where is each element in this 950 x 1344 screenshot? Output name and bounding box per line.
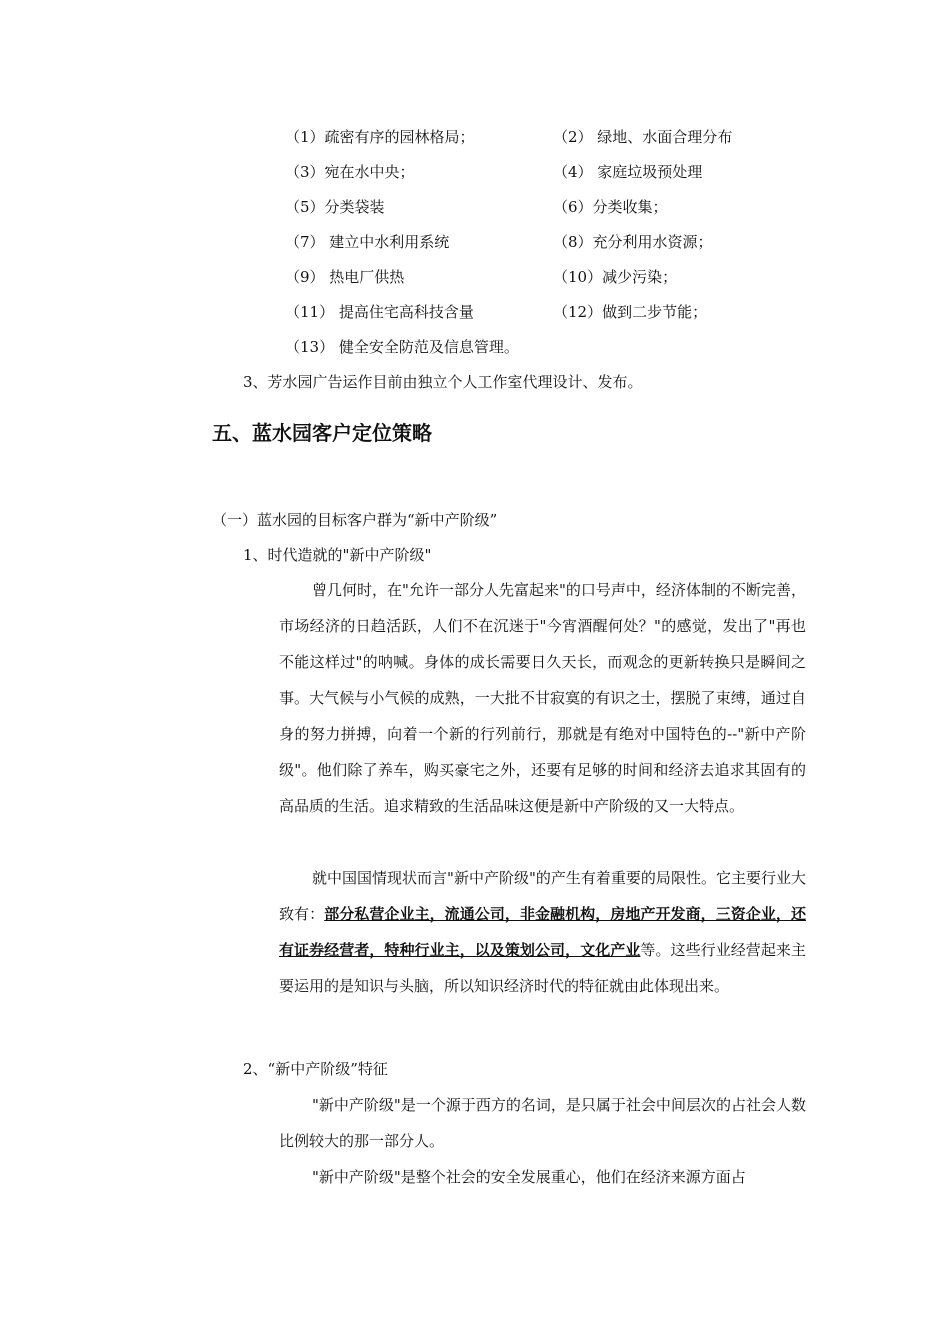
list-item-11: （11） 提高住宅高科技含量 [285, 303, 474, 321]
list-item-5: （5）分类袋装 [285, 198, 385, 216]
list-item-1: （1）疏密有序的园林格局； [285, 128, 475, 146]
list-item-13: （13） 健全安全防范及信息管理。 [285, 338, 519, 356]
list-item-4: （4） 家庭垃圾预处理 [553, 163, 703, 181]
point-1-title: 1、时代造就的"新中产阶级" [243, 546, 432, 564]
list-item-2: （2） 绿地、水面合理分布 [553, 128, 733, 146]
item-3-text: 3、芳水园广告运作目前由独立个人工作室代理设计、发布。 [243, 373, 643, 391]
industry-list-emphasis: 部分私营企业主，流通公司，非金融机构，房地产开发商，三资企业，还有证券经营者，特种行业主，以及策划公司，文化产业 [279, 905, 806, 959]
paragraph-1: 曾几何时，在"允许一部分人先富起来"的口号声中，经济体制的不断完善，市场经济的日趋活跃，人们不在沉迷于"今宵酒醒何处？"的感觉，发出了"再也不能这样过"的呐喊。身体的成长需要日久天长，而观念的更新转换只是瞬间之事。大气候与小气候的成熟，一大批不甘寂寞的有识之士，摆脱了束缚，通过自身的努力拼搏，向着一个新的行列前行，那就是有绝对中国特色的--"新中产阶级"。他们除了养车，购买豪宅之外，还要有足够的时间和经济去追求其固有的高品质的生活。追求精致的生活品味这便是新中产阶级的又一大特点。 [279, 581, 806, 815]
paragraph-2 [279, 860, 806, 1004]
list-item-3: （3）宛在水中央； [285, 163, 415, 181]
section-heading: 五、蓝水园客户定位策略 [212, 421, 432, 445]
list-item-9: （9） 热电厂供热 [285, 268, 405, 286]
point-2-title: 2、“新中产阶级”特征 [243, 1060, 388, 1078]
list-item-7: （7） 建立中水利用系统 [285, 233, 450, 251]
list-item-12: （12）做到二步节能； [553, 303, 708, 321]
list-item-6: （6）分类收集； [553, 198, 668, 216]
paragraph-2-tail: 等。这些行业经营起来主要运用的是知识与头脑，所以知识经济时代的特征就由此体现出来。 [279, 941, 806, 995]
paragraph-2-lead: 就中国国情现状而言"新中产阶级"的产生有着重要的局限性。它主要行业大致有： [279, 869, 806, 923]
list-item-8: （8）充分利用水资源； [553, 233, 713, 251]
paragraph-3: "新中产阶级"是一个源于西方的名词，是只属于社会中间层次的占社会人数比例较大的那一部分人。 [279, 1096, 806, 1150]
list-item-10: （10）减少污染； [553, 268, 678, 286]
subsection-title: （一）蓝水园的目标客户群为“新中产阶级” [212, 511, 498, 529]
paragraph-4: "新中产阶级"是整个社会的安全发展重心，他们在经济来源方面占 [312, 1168, 746, 1186]
